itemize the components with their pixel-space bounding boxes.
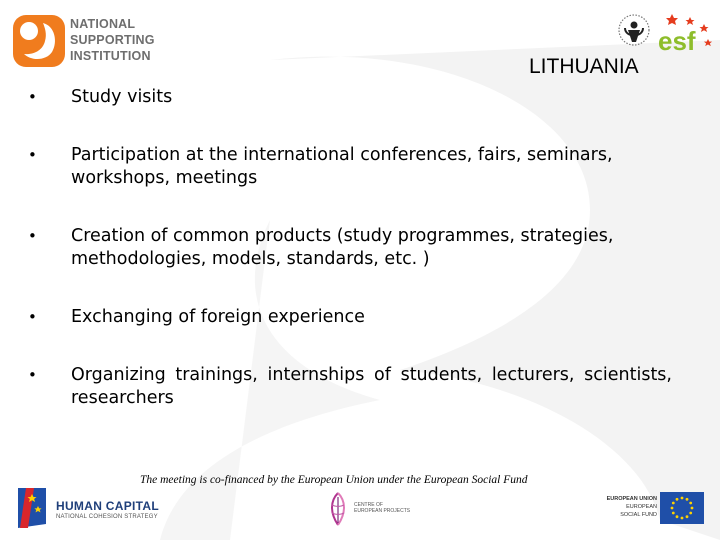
bullet-item [28,306,672,329]
bullet-dot-icon: • [28,308,37,326]
cep-logo-icon [326,491,350,527]
eu-flag-icon [660,492,704,524]
institution-line: SUPPORTING [70,33,155,47]
bullet-list [28,86,672,410]
esf-logo-icon [600,8,718,56]
institution-name [70,16,155,64]
bullet-item [28,144,672,190]
bullet-item [28,86,672,109]
bullet-dot-icon: • [28,227,37,245]
bullet-text: Creation of common products (study programmes, strategies, methodologies, models, standards, etc. ) [71,226,614,269]
cep-line: EUROPEAN PROJECTS [354,508,411,514]
human-capital-logo-icon [16,484,48,530]
cep-line: CENTRE OF [354,502,383,508]
institution-line: NATIONAL [70,17,136,31]
nsi-logo-icon [12,14,66,68]
bullet-dot-icon: • [28,366,37,384]
bullet-item [28,225,672,271]
eu-line: SOCIAL FUND [620,512,657,518]
cep-text [354,502,410,514]
bullet-dot-icon: • [28,88,37,106]
bullet-text: Organizing trainings, internships of students, lecturers, scientists, researchers [71,365,672,408]
esf-logo-text: esf [658,26,696,56]
eu-line: EUROPEAN [626,504,657,510]
institution-line: INSTITUTION [70,49,151,63]
human-capital-subtitle: NATIONAL COHESION STRATEGY [56,514,158,520]
cofinancing-note: The meeting is co-financed by the European Union under the European Social Fund [140,474,528,486]
bullet-text: Exchanging of foreign experience [71,307,365,327]
eu-text [585,495,657,519]
bullet-text: Study visits [71,87,173,107]
bullet-dot-icon: • [28,146,37,164]
bullet-text: Participation at the international conferences, fairs, seminars, workshops, meetings [71,145,613,188]
human-capital-title: HUMAN CAPITAL [56,499,159,513]
bullet-item [28,364,672,410]
country-label: LITHUANIA [529,55,639,78]
eu-line: EUROPEAN UNION [606,496,657,502]
